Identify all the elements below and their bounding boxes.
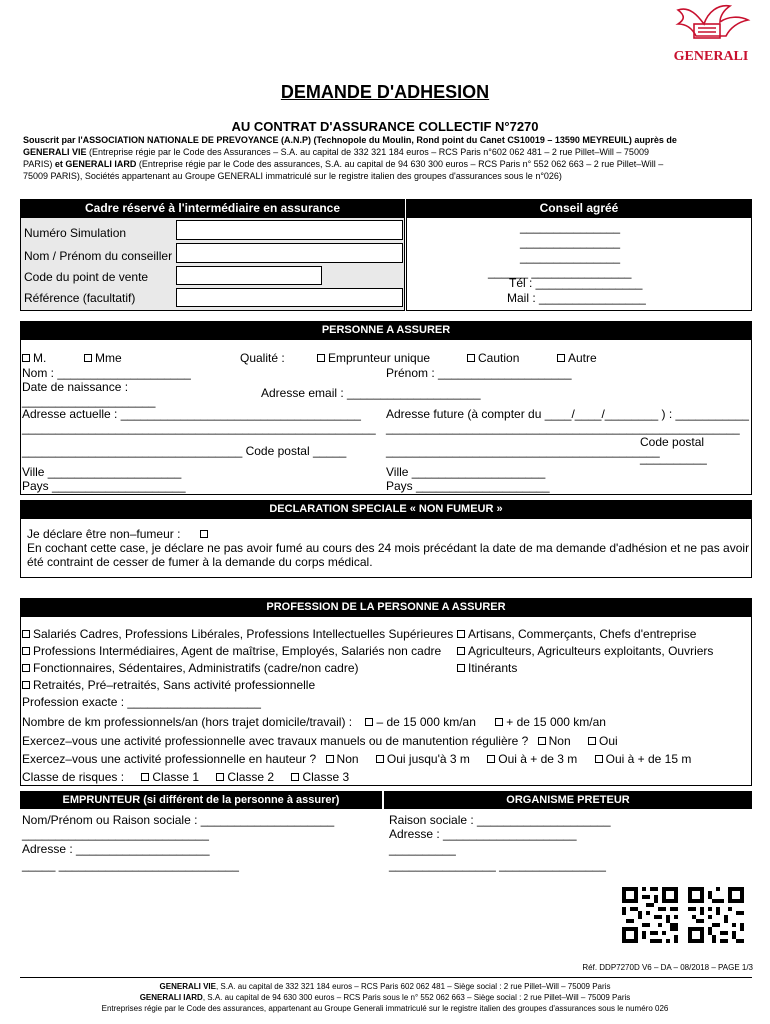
profession-option-retraites[interactable]: Retraités, Pré–retraités, Sans activité professionnelle xyxy=(22,678,315,692)
footer-divider xyxy=(20,977,752,978)
checkbox-non-fumeur[interactable] xyxy=(200,530,208,538)
emprunteur-adresse-line[interactable]: _____ ___________________________ xyxy=(22,858,239,872)
reference-code: Réf. DDP7270D V6 – DA – 08/2018 – PAGE 1/3 xyxy=(582,963,753,972)
checkbox-artisans[interactable] xyxy=(457,630,465,638)
emprunteur-adresse-field[interactable]: Adresse : ____________________ xyxy=(22,842,210,856)
qualite-autre[interactable]: Autre xyxy=(557,351,597,365)
conseil-line-3: _______________ xyxy=(520,250,621,264)
profession-option-itinerants[interactable]: Itinérants xyxy=(457,661,517,675)
km-row: Nombre de km professionnels/an (hors trajet domicile/travail) : – de 15 000 km/an + de 15 000 km/an xyxy=(22,715,606,729)
checkbox-caution[interactable] xyxy=(467,354,475,362)
adresse-future-line-2[interactable]: _____________________________________________________ xyxy=(386,421,740,435)
checkbox-hauteur-plus-3m[interactable] xyxy=(487,755,495,763)
personne-header: PERSONNE A ASSURER xyxy=(20,321,752,339)
conseil-line-2: _______________ xyxy=(520,235,621,249)
adresse-future-line-3[interactable]: _________________________________________ xyxy=(386,444,660,458)
numero-simulation-field[interactable] xyxy=(176,220,403,240)
qr-code-2 xyxy=(688,887,744,943)
code-point-vente-field[interactable] xyxy=(176,266,322,285)
qr-code-1 xyxy=(622,887,678,943)
adresse-future-field[interactable]: Adresse future (à compter du ____/____/________ ) : ___________ xyxy=(386,407,749,421)
nom-conseiller-field[interactable] xyxy=(176,243,403,263)
intermediaire-header: Cadre réservé à l'intermédiaire en assurance xyxy=(20,199,405,217)
checkbox-travaux-oui[interactable] xyxy=(588,737,596,745)
ville-actuelle-field[interactable]: Ville ____________________ xyxy=(22,465,182,479)
civilite-m[interactable]: M. xyxy=(22,351,46,365)
checkbox-agriculteurs[interactable] xyxy=(457,647,465,655)
profession-option-intermediaires[interactable]: Professions Intermédiaires, Agent de maîtrise, Employés, Salariés non cadre xyxy=(22,644,441,658)
organisme-header: ORGANISME PRETEUR xyxy=(384,791,752,809)
label-nom-conseiller: Nom / Prénom du conseiller xyxy=(24,249,173,263)
date-naissance-label: Date de naissance : xyxy=(22,380,129,394)
profession-option-artisans[interactable]: Artisans, Commerçants, Chefs d'entreprise xyxy=(457,627,696,641)
label-reference: Référence (facultatif) xyxy=(24,291,136,305)
code-postal-future-field[interactable]: __________ xyxy=(640,451,707,465)
declaration-line-3: été contraint de cesser de fumer à la demande du corps médical. xyxy=(27,555,373,569)
checkbox-travaux-non[interactable] xyxy=(538,737,546,745)
checkbox-km-plus[interactable] xyxy=(495,718,503,726)
email-field[interactable]: Adresse email : ____________________ xyxy=(261,386,481,400)
pays-futur-field[interactable]: Pays ____________________ xyxy=(386,479,550,493)
travaux-row: Exercez–vous une activité professionnelle avec travaux manuels ou de manutention régulière ? Non Oui xyxy=(22,734,618,748)
label-numero-simulation: Numéro Simulation xyxy=(24,226,127,240)
adresse-actuelle-field[interactable]: Adresse actuelle : ____________________________________ xyxy=(22,407,361,421)
label-code-point-vente: Code du point de vente xyxy=(24,270,149,284)
declaration-line-1: Je déclare être non–fumeur : xyxy=(27,527,211,541)
declaration-line-2: En cochant cette case, je déclare ne pas avoir fumé au cours des 24 mois précédant la date de ma demande d'adhésion et ne pas avoir xyxy=(27,541,750,555)
conseil-tel: Tél : ________________ xyxy=(509,276,643,290)
declaration-header: DECLARATION SPECIALE « NON FUMEUR » xyxy=(20,500,752,518)
footer-line-3: Entreprises régie par le Code des assurances, appartenant au Groupe Generali immatriculé sur le registre italien des groupes d'assurances sous le numéro 026 xyxy=(101,1004,669,1013)
civilite-mme[interactable]: Mme xyxy=(84,351,122,365)
hauteur-row: Exercez–vous une activité professionnelle en hauteur ? Non Oui jusqu'à 3 m Oui à + de 3 m Oui à + de 15 m xyxy=(22,752,692,766)
profession-option-fonctionnaires[interactable]: Fonctionnaires, Sédentaires, Administratifs (cadre/non cadre) xyxy=(22,661,359,675)
checkbox-classe-3[interactable] xyxy=(291,773,299,781)
conseil-line-4: ______ _______________ xyxy=(488,265,632,279)
checkbox-intermediaires[interactable] xyxy=(22,647,30,655)
classe-row: Classe de risques : Classe 1 Classe 2 Classe 3 xyxy=(22,770,350,784)
checkbox-hauteur-non[interactable] xyxy=(326,755,334,763)
checkbox-emprunteur[interactable] xyxy=(317,354,325,362)
adresse-actuelle-line-2[interactable]: _____________________________________________________ xyxy=(22,421,376,435)
qualite-caution[interactable]: Caution xyxy=(467,351,519,365)
organisme-adresse-line-1[interactable]: __________ xyxy=(389,842,456,856)
checkbox-autre[interactable] xyxy=(557,354,565,362)
qualite-emprunteur[interactable]: Emprunteur unique xyxy=(317,351,430,365)
emprunteur-nom-field[interactable]: Nom/Prénom ou Raison sociale : ____________________ xyxy=(22,813,335,827)
footer-line-1: GENERALI VIE, S.A. au capital de 332 321 184 euros – RCS Paris 602 062 481 – Siège social : 2 rue Pillet–Will – 75009 Paris xyxy=(159,982,611,991)
checkbox-classe-2[interactable] xyxy=(216,773,224,781)
profession-option-agriculteurs[interactable]: Agriculteurs, Agriculteurs exploitants, Ouvriers xyxy=(457,644,713,658)
checkbox-hauteur-plus-15m[interactable] xyxy=(595,755,603,763)
profession-option-cadres[interactable]: Salariés Cadres, Professions Libérales, Professions Intellectuelles Supérieures xyxy=(22,627,453,641)
emprunteur-header: EMPRUNTEUR (si différent de la personne à assurer) xyxy=(20,791,382,809)
date-naissance-field[interactable]: ____________________ xyxy=(22,394,156,408)
conseil-mail: Mail : ________________ xyxy=(507,291,646,305)
generali-logo xyxy=(668,2,754,66)
code-postal-future-label: Code postal xyxy=(640,435,705,449)
conseil-header: Conseil agréé xyxy=(406,199,752,217)
profession-header: PROFESSION DE LA PERSONNE A ASSURER xyxy=(20,598,752,616)
prenom-field[interactable]: Prénom : ____________________ xyxy=(386,366,572,380)
intro-line-2: GENERALI VIE (Entreprise régie par le Code des Assurances – S.A. au capital de 332 321 184 euros – RCS Paris n°602 062 481 – 2 rue Pillet–Will – 75009 xyxy=(23,147,649,157)
profession-exacte-field[interactable]: Profession exacte : ____________________ xyxy=(22,695,261,709)
nom-field[interactable]: Nom : ____________________ xyxy=(22,366,191,380)
checkbox-cadres[interactable] xyxy=(22,630,30,638)
footer-line-2: GENERALI IARD, S.A. au capital de 94 630 300 euros – RCS Paris sous le n° 552 062 663 – Siège social : 2 rue Pillet–Will – 75009 Paris xyxy=(139,993,631,1002)
adresse-actuelle-line-3[interactable]: _________________________________ Code postal _____ xyxy=(22,444,347,458)
checkbox-fonctionnaires[interactable] xyxy=(22,664,30,672)
checkbox-retraites[interactable] xyxy=(22,681,30,689)
qualite-label: Qualité : xyxy=(240,351,285,365)
checkbox-classe-1[interactable] xyxy=(141,773,149,781)
organisme-adresse-field[interactable]: Adresse : ____________________ xyxy=(389,827,577,841)
intro-line-4: 75009 PARIS), Sociétés appartenant au Groupe GENERALI immatriculé sur le registre italien des groupes d'assurances sous le n°026) xyxy=(23,171,562,181)
checkbox-mme[interactable] xyxy=(84,354,92,362)
intro-line-1: Souscrit par l'ASSOCIATION NATIONALE DE PREVOYANCE (A.N.P) (Technopole du Moulin, Rond point du Canet CS10019 – 13590 MEYREUIL) auprès de xyxy=(23,135,677,145)
emprunteur-nom-line[interactable]: ____________________________ xyxy=(22,827,209,841)
intro-line-3: PARIS) et GENERALI IARD (Entreprise régie par le Code des assurances, S.A. au capital de 94 630 300 euros – RCS Paris n° 552 062 663 – 2 rue Pillet–Will – xyxy=(23,159,664,169)
page-title: DEMANDE D'ADHESION xyxy=(280,82,490,102)
reference-field[interactable] xyxy=(176,288,403,307)
conseil-line-1: _______________ xyxy=(520,220,621,234)
pays-actuel-field[interactable]: Pays ____________________ xyxy=(22,479,186,493)
checkbox-km-moins[interactable] xyxy=(365,718,373,726)
ville-future-field[interactable]: Ville ____________________ xyxy=(386,465,546,479)
checkbox-hauteur-3m[interactable] xyxy=(376,755,384,763)
brand-name: GENERALI xyxy=(673,49,749,64)
page-subtitle: AU CONTRAT D'ASSURANCE COLLECTIF N°7270 xyxy=(231,119,539,134)
checkbox-itinerants[interactable] xyxy=(457,664,465,672)
checkbox-m[interactable] xyxy=(22,354,30,362)
organisme-raison-field[interactable]: Raison sociale : ____________________ xyxy=(389,813,611,827)
organisme-adresse-line-2[interactable]: ________________ ________________ xyxy=(389,858,606,872)
